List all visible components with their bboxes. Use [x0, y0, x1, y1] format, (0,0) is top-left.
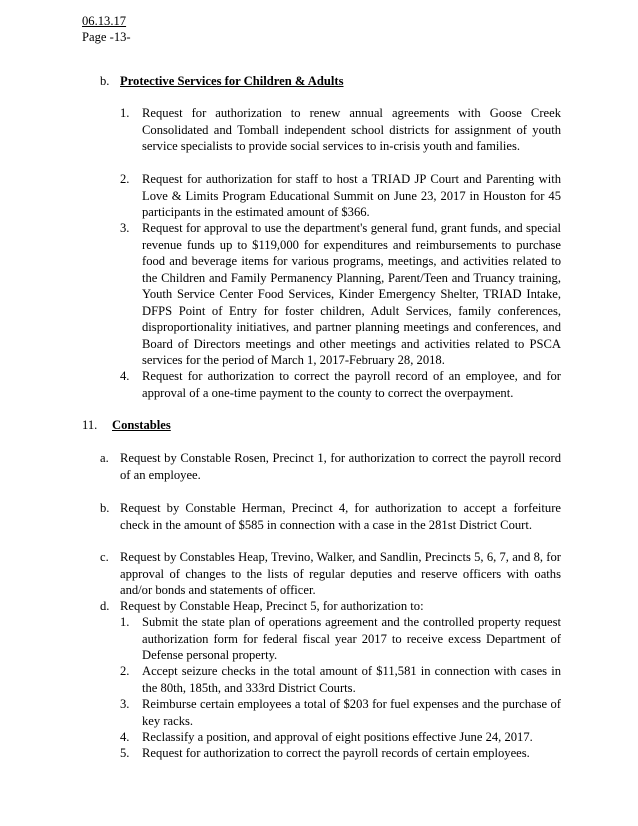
section-11-item-a-label: a. [100, 451, 109, 465]
section-b-item-4-text: Request for authorization to correct the payroll record of an employee, and for approval of a one-time payment to the county to correct the overpayment. [142, 369, 561, 400]
section-11-item-d-text: Request by Constable Heap, Precinct 5, for authorization to: [120, 599, 424, 613]
d-subitem-2-number: 2. [120, 664, 130, 678]
section-b-item-3-number: 3. [120, 221, 130, 235]
d-subitem-1-text: Submit the state plan of operations agreement and the controlled property request authorization form for federal fiscal year 2017 to receive excess Department of Defense personal property. [142, 615, 561, 662]
section-11-label: 11. [82, 418, 98, 432]
section-b-item-3-text: Request for approval to use the department's general fund, grant funds, and special revenue funds up to $119,000 for expenditures and reimbursements to purchase food and beverage items for various programs, meetings, and activities related to the Children and Family Permanency Planning, Parent/Teen and Truancy training, Youth Service Center Food Services, Kinder Emergency Shelter, TRIAD Intake, DFPS Point of Entry for foster children, Adult Services, family conferences, disproportionality initiatives, and partner planning meetings and conferences, and Board of Directors meetings and other meetings and activities related to PSCA services for the period of March 1, 2017-February 28, 2018. [142, 221, 561, 367]
section-b-item-1-number: 1. [120, 106, 130, 120]
section-b-title: Protective Services for Children & Adults [120, 74, 344, 88]
d-subitem-5-text: Request for authorization to correct the payroll records of certain employees. [142, 746, 530, 760]
section-11-title: Constables [112, 418, 171, 432]
d-subitem-3-text: Reimburse certain employees a total of $203 for fuel expenses and the purchase of key racks. [142, 697, 561, 728]
section-b-item-1-text: Request for authorization to renew annual agreements with Goose Creek Consolidated and Tomball independent school districts for assignment of youth service specialists to provide social services to in-crisis youth and families. [142, 106, 561, 153]
d-subitem-1-number: 1. [120, 615, 130, 629]
section-b-item-4-number: 4. [120, 369, 130, 383]
d-subitem-4-text: Reclassify a position, and approval of eight positions effective June 24, 2017. [142, 730, 533, 744]
section-b-label: b. [100, 74, 110, 88]
section-11-item-b-label: b. [100, 501, 110, 515]
section-11-item-b-text: Request by Constable Herman, Precinct 4, for authorization to accept a forfeiture check in the amount of $585 in connection with a case in the 281st District Court. [120, 501, 561, 532]
d-subitem-3-number: 3. [120, 697, 130, 711]
d-subitem-4-number: 4. [120, 730, 130, 744]
header-date: 06.13.17 [82, 14, 127, 28]
d-subitem-5-number: 5. [120, 746, 130, 760]
section-11-item-a-text: Request by Constable Rosen, Precinct 1, for authorization to correct the payroll record of an employee. [120, 451, 561, 482]
section-b-item-2-text: Request for authorization for staff to host a TRIAD JP Court and Parenting with Love & Limits Program Educational Summit on June 23, 2017 in Houston for 45 participants in the estimated amount of $366. [142, 172, 561, 219]
section-11-item-c-text: Request by Constables Heap, Trevino, Walker, and Sandlin, Precincts 5, 6, 7, and 8, for approval of changes to the lists of regular deputies and reserve officers with oaths and/or bonds and statements of officer. [120, 550, 561, 597]
section-11-item-d-label: d. [100, 599, 110, 613]
section-b-item-2-number: 2. [120, 172, 130, 186]
d-subitem-2-text: Accept seizure checks in the total amount of $11,581 in connection with cases in the 80th, 185th, and 333rd District Courts. [142, 664, 561, 695]
section-11-item-c-label: c. [100, 550, 109, 564]
header-page-number: Page -13- [82, 30, 131, 44]
page-header [82, 13, 131, 45]
